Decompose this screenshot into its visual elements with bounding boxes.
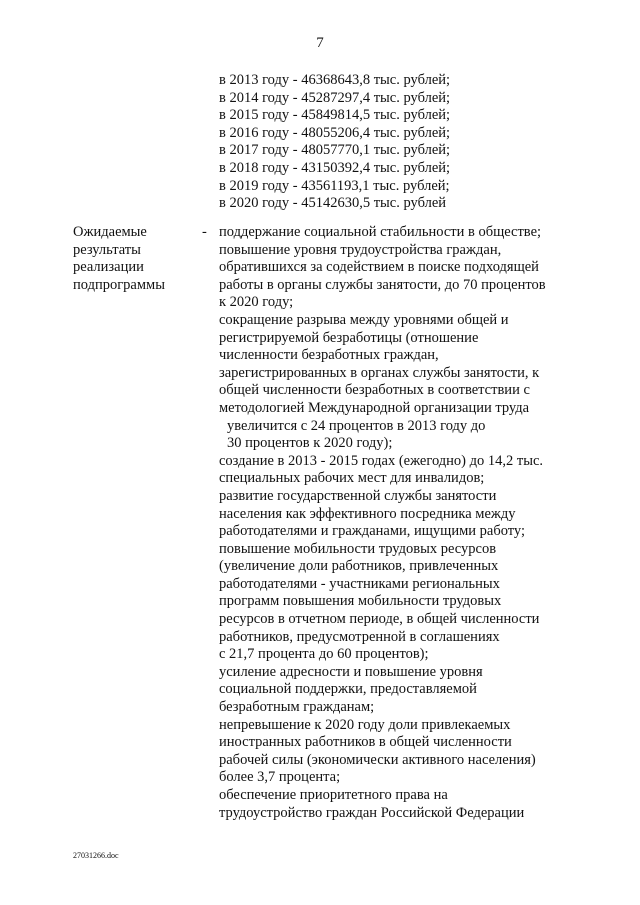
result-line: программ повышения мобильности трудовых bbox=[219, 593, 502, 610]
result-line: повышение мобильности трудовых ресурсов bbox=[219, 540, 497, 557]
result-line: создание в 2013 - 2015 годах (ежегодно) до 14,2 тыс. bbox=[219, 452, 544, 469]
result-line: поддержание социальной стабильности в обществе; bbox=[219, 224, 542, 240]
expected-results-list bbox=[219, 224, 546, 822]
result-line: увеличится с 24 процентов в 2013 году до bbox=[227, 417, 486, 434]
result-line: более 3,7 процента; bbox=[219, 769, 341, 786]
result-line: непревышение к 2020 году доли привлекаемых bbox=[219, 716, 511, 733]
separator-dash: - bbox=[202, 224, 207, 240]
result-line: 30 процентов к 2020 году); bbox=[227, 435, 393, 452]
section-label-line: результаты bbox=[73, 241, 141, 258]
result-line: к 2020 году; bbox=[219, 294, 294, 311]
result-line: регистрируемой безработицы (отношение bbox=[219, 329, 479, 346]
result-line: (увеличение доли работников, привлеченных bbox=[219, 558, 499, 575]
result-line: работодателями и гражданами, ищущими работу; bbox=[219, 523, 526, 540]
result-line: безработным гражданам; bbox=[219, 699, 375, 716]
funding-line: в 2013 году - 46368643,8 тыс. рублей; bbox=[219, 72, 451, 88]
page-number: 7 bbox=[316, 35, 324, 51]
funding-line: в 2017 году - 48057770,1 тыс. рублей; bbox=[219, 142, 451, 159]
result-line: методологией Международной организации труда bbox=[219, 399, 530, 416]
result-line: зарегистрированных в органах службы занятости, к bbox=[219, 364, 540, 381]
funding-line: в 2014 году - 45287297,4 тыс. рублей; bbox=[219, 89, 451, 106]
result-line: населения как эффективного посредника между bbox=[219, 505, 516, 522]
funding-line: в 2016 году - 48055206,4 тыс. рублей; bbox=[219, 124, 451, 141]
result-line: усиление адресности и повышение уровня bbox=[219, 663, 483, 680]
result-line: обеспечение приоритетного права на bbox=[219, 787, 448, 803]
footer-filename: 27031266.doc bbox=[73, 851, 119, 860]
funding-line: в 2018 году - 43150392,4 тыс. рублей; bbox=[219, 159, 451, 176]
result-line: ресурсов в отчетном периоде, в общей численности bbox=[219, 611, 540, 628]
result-line: с 21,7 процента до 60 процентов); bbox=[219, 646, 429, 663]
result-line: сокращение разрыва между уровнями общей и bbox=[219, 311, 509, 328]
result-line: иностранных работников в общей численности bbox=[219, 734, 512, 751]
result-line: специальных рабочих мест для инвалидов; bbox=[219, 470, 485, 487]
section-label-line: реализации bbox=[73, 259, 144, 276]
result-line: общей численности безработных в соответствии с bbox=[219, 382, 530, 399]
result-line: работников, предусмотренной в соглашениях bbox=[219, 628, 500, 645]
funding-line: в 2020 году - 45142630,5 тыс. рублей bbox=[219, 195, 447, 212]
section-label-line: Ожидаемые bbox=[73, 224, 147, 240]
result-line: рабочей силы (экономически активного населения) bbox=[219, 751, 536, 768]
result-line: развитие государственной службы занятости bbox=[219, 487, 497, 504]
section-label-line: подпрограммы bbox=[73, 276, 165, 293]
result-line: работы в органы службы занятости, до 70 процентов bbox=[219, 276, 546, 293]
funding-by-year-list bbox=[219, 72, 450, 213]
result-line: повышение уровня трудоустройства граждан, bbox=[219, 241, 502, 258]
funding-line: в 2015 году - 45849814,5 тыс. рублей; bbox=[219, 107, 451, 124]
funding-line: в 2019 году - 43561193,1 тыс. рублей; bbox=[219, 177, 450, 194]
result-line: обратившихся за содействием в поиске подходящей bbox=[219, 259, 539, 276]
result-line: численности безработных граждан, bbox=[219, 347, 439, 364]
result-line: трудоустройство граждан Российской Федерации bbox=[219, 804, 525, 821]
result-line: работодателями - участниками региональных bbox=[219, 575, 500, 592]
result-line: социальной поддержки, предоставляемой bbox=[219, 681, 477, 698]
section-label-expected-results bbox=[73, 224, 165, 294]
